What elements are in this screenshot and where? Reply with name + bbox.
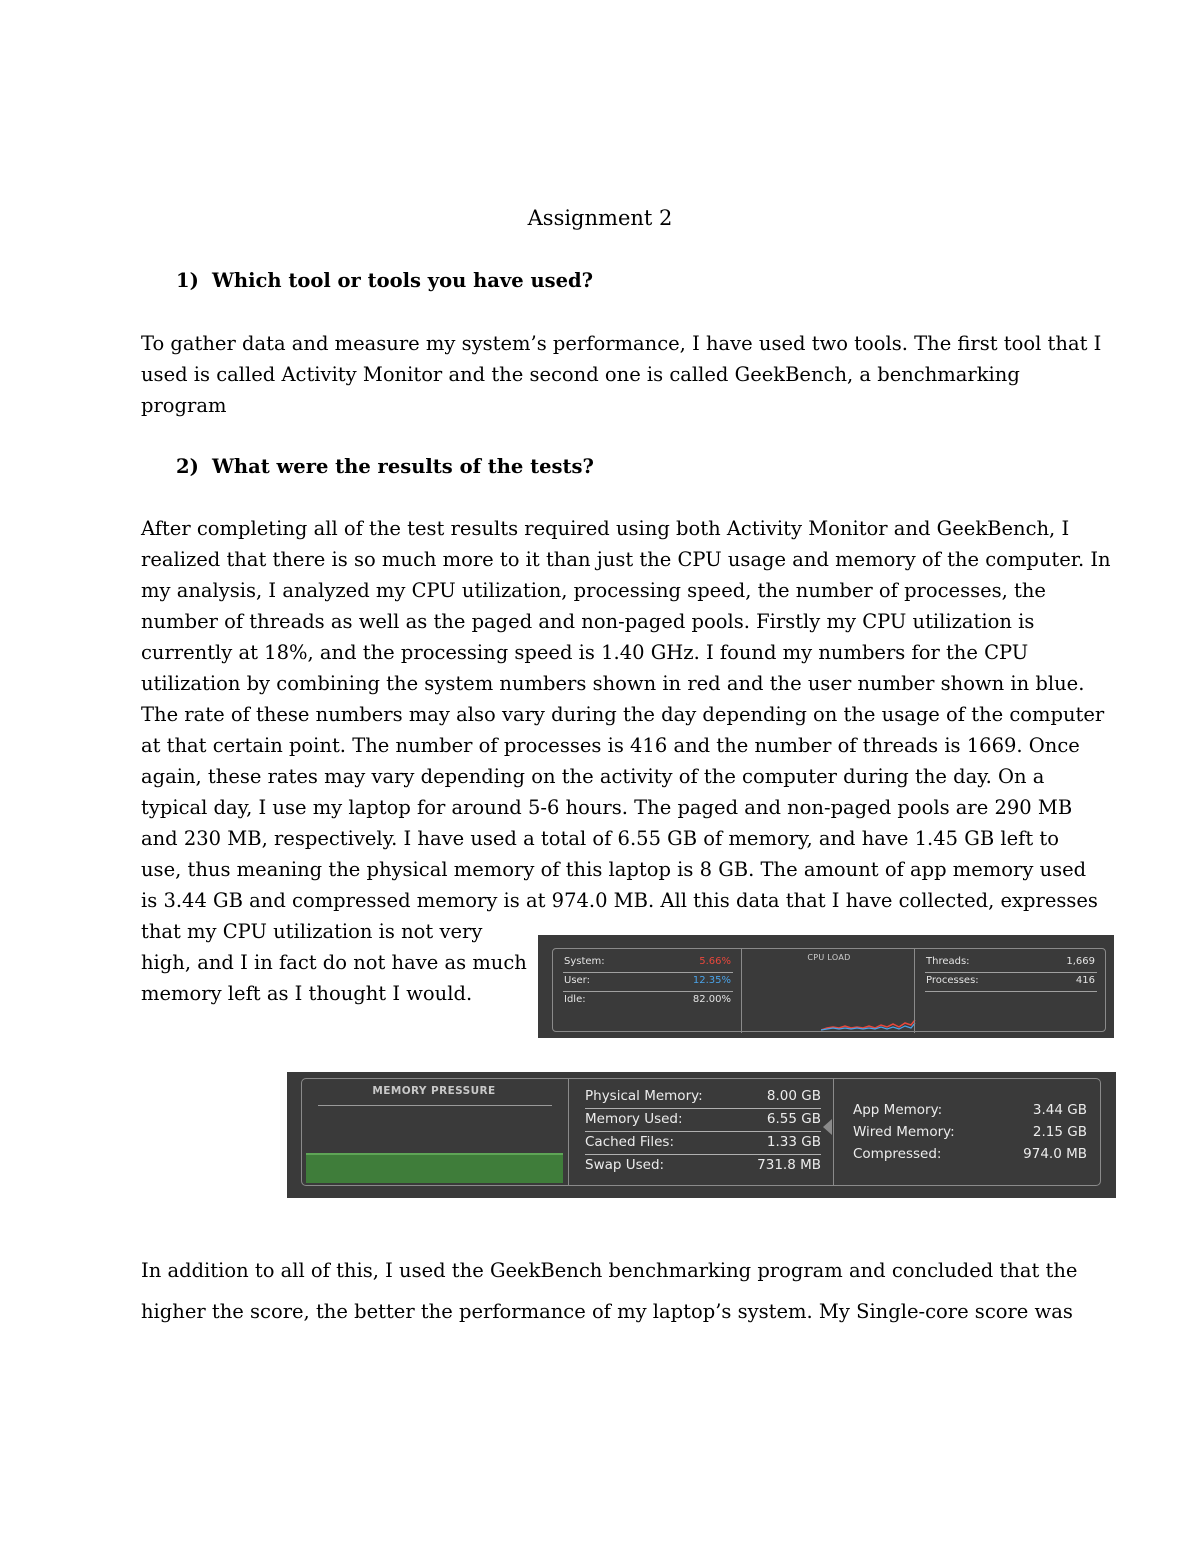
cpu-system-row (563, 953, 733, 973)
paragraph-line: and 230 MB, respectively. I have used a total of 6.55 GB of memory, and have 1.45 GB left to (141, 827, 1059, 850)
cpu-system-label: System: (564, 956, 605, 967)
swap-used-label: Swap Used: (585, 1157, 665, 1173)
memory-used-value: 6.55 GB (766, 1111, 821, 1127)
cpu-processes-row (925, 972, 1097, 992)
paragraph-line: at that certain point. The number of processes is 416 and the number of threads is 1669. Once (141, 734, 1080, 757)
cpu-threads-value: 1,669 (1066, 956, 1095, 967)
paragraph-line: my analysis, I analyzed my CPU utilization, processing speed, the number of processes, the (141, 579, 1046, 602)
cpu-system-value: 5.66% (699, 956, 731, 967)
paragraph-line: utilization by combining the system numbers shown in red and the user number shown in blue. (141, 672, 1085, 695)
paragraph-line: number of threads as well as the paged and non-paged pools. Firstly my CPU utilization is (141, 610, 1035, 633)
paragraph-line: used is called Activity Monitor and the second one is called GeekBench, a benchmarking (141, 363, 1020, 386)
cpu-idle-value: 82.00% (692, 994, 731, 1005)
paragraph-line: higher the score, the better the performance of my laptop’s system. My Single-core score was (141, 1300, 1073, 1323)
paragraph-line: program (141, 394, 227, 417)
question-2-text: What were the results of the tests? (212, 455, 594, 478)
paragraph-line: In addition to all of this, I used the GeekBench benchmarking program and concluded that the (141, 1259, 1078, 1282)
cached-files-value: 1.33 GB (766, 1134, 821, 1150)
cpu-divider (914, 949, 915, 1033)
cpu-divider (741, 949, 742, 1033)
compressed-memory-label: Compressed: (853, 1146, 942, 1162)
cpu-load-label: CPU LOAD (807, 953, 851, 962)
memory-stats-screenshot (287, 1072, 1116, 1198)
pointer-arrow-icon (823, 1119, 832, 1135)
memory-pressure-divider (318, 1105, 552, 1106)
question-1-heading (176, 266, 593, 296)
memory-panel-frame (301, 1078, 1101, 1186)
cpu-panel-frame (552, 948, 1106, 1032)
cpu-processes-label: Processes: (926, 975, 979, 986)
paragraph-line: memory left as I thought I would. (141, 982, 473, 1005)
physical-memory-value: 8.00 GB (766, 1088, 821, 1104)
memory-divider (833, 1079, 834, 1185)
closing-paragraph (141, 1250, 1077, 1332)
cpu-user-row (563, 972, 733, 992)
app-memory-row (853, 1099, 1087, 1121)
swap-used-row (585, 1154, 821, 1177)
wired-memory-row (853, 1121, 1087, 1143)
paragraph-line: realized that there is so much more to it than just the CPU usage and memory of the computer. In (141, 548, 1111, 571)
cpu-stats-screenshot (538, 935, 1114, 1038)
paragraph-line: The rate of these numbers may also vary during the day depending on the usage of the computer (141, 703, 1105, 726)
paragraph-line: use, thus meaning the physical memory of this laptop is 8 GB. The amount of app memory used (141, 858, 1087, 881)
memory-used-label: Memory Used: (585, 1111, 683, 1127)
paragraph-line: again, these rates may vary depending on the activity of the computer during the day. On a (141, 765, 1045, 788)
paragraph-line: After completing all of the test results required using both Activity Monitor and GeekBench, I (141, 517, 1070, 540)
cpu-threads-row (925, 953, 1097, 973)
paragraph-line: is 3.44 GB and compressed memory is at 974.0 MB. All this data that I have collected, expresses (141, 889, 1098, 912)
cpu-threads-label: Threads: (926, 956, 970, 967)
compressed-memory-value: 974.0 MB (1023, 1146, 1087, 1162)
cpu-user-label: User: (564, 975, 590, 986)
cpu-idle-row (563, 991, 733, 1010)
paragraph-line: high, and I in fact do not have as much (141, 951, 527, 974)
app-memory-value: 3.44 GB (1032, 1102, 1087, 1118)
memory-pressure-graph (306, 1153, 563, 1183)
cpu-processes-value: 416 (1075, 975, 1095, 986)
question-1-number: 1) (176, 269, 199, 292)
compressed-memory-row (853, 1143, 1087, 1165)
memory-pressure-label: MEMORY PRESSURE (372, 1085, 496, 1097)
physical-memory-row (585, 1085, 821, 1109)
cpu-load-graph (821, 1017, 917, 1031)
memory-divider (568, 1079, 569, 1185)
cached-files-row (585, 1131, 821, 1155)
question-2-number: 2) (176, 455, 199, 478)
memory-used-row (585, 1108, 821, 1132)
swap-used-value: 731.8 MB (757, 1157, 821, 1173)
cpu-idle-label: Idle: (564, 994, 586, 1005)
wired-memory-value: 2.15 GB (1032, 1124, 1087, 1140)
document-title: Assignment 2 (527, 206, 673, 230)
question-2-heading (176, 452, 594, 482)
paragraph-line: To gather data and measure my system’s performance, I have used two tools. The first tool that I (141, 332, 1102, 355)
paragraph-line: currently at 18%, and the processing speed is 1.40 GHz. I found my numbers for the CPU (141, 641, 1029, 664)
app-memory-label: App Memory: (853, 1102, 943, 1118)
paragraph-line: that my CPU utilization is not very (141, 920, 483, 943)
physical-memory-label: Physical Memory: (585, 1088, 703, 1104)
question-1-text: Which tool or tools you have used? (212, 269, 594, 292)
cpu-user-value: 12.35% (692, 975, 731, 986)
cached-files-label: Cached Files: (585, 1134, 675, 1150)
answer-1-paragraph (141, 328, 1101, 421)
wired-memory-label: Wired Memory: (853, 1124, 955, 1140)
paragraph-line: typical day, I use my laptop for around 5-6 hours. The paged and non-paged pools are 290 MB (141, 796, 1073, 819)
